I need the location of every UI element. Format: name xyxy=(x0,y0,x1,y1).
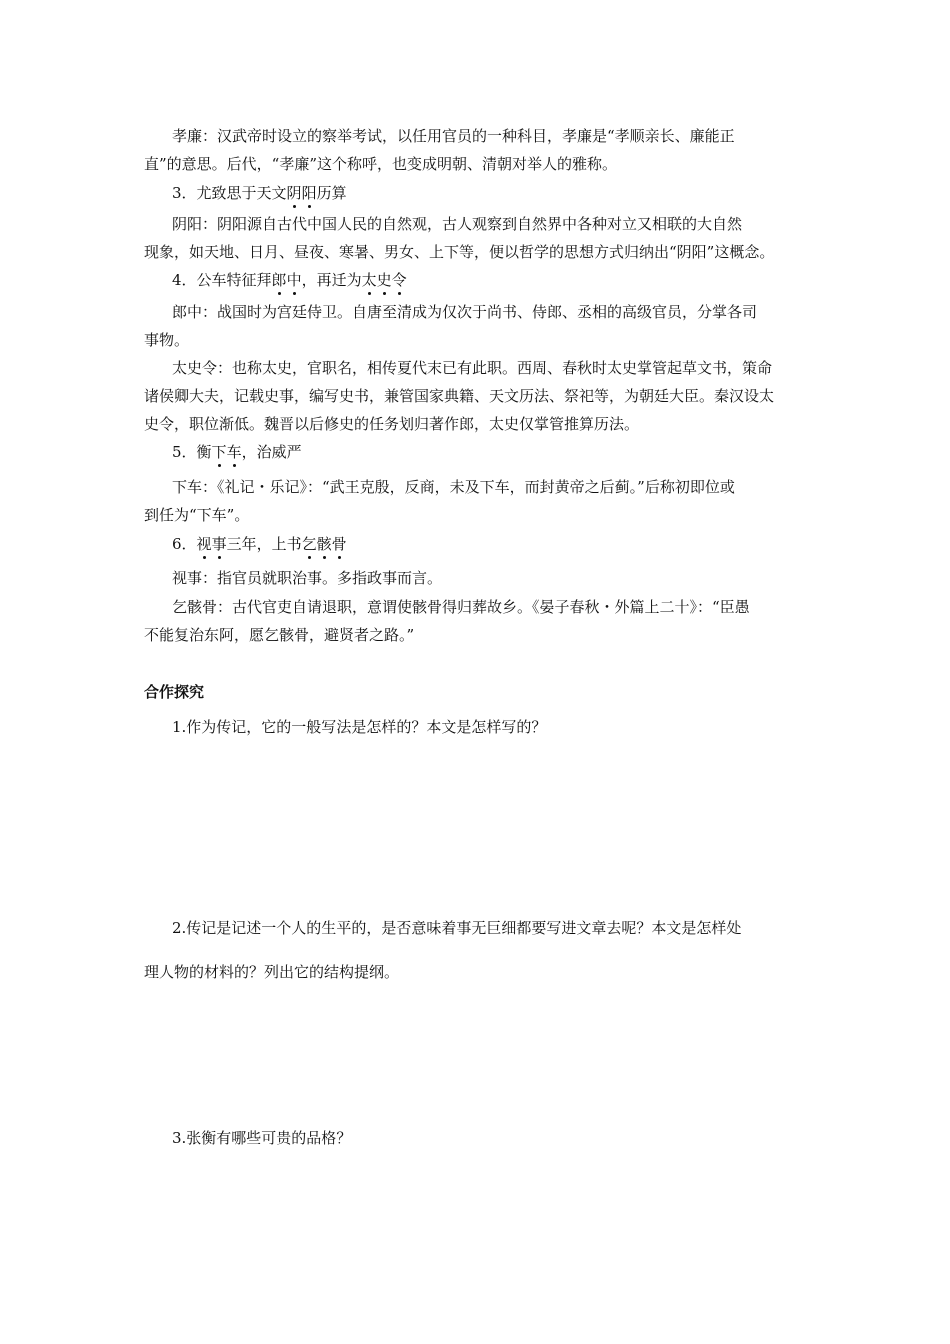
dotted-char: 中 xyxy=(286,271,302,289)
dotted-char: 视 xyxy=(196,535,212,553)
dotted-char: 太 xyxy=(361,271,377,289)
dotted-char: 阴 xyxy=(286,184,302,202)
note-yinyang-line1: 阴阳：阴阳源自古代中国人民的自然观，古人观察到自然界中各种对立又相联的大自然 xyxy=(172,215,743,233)
note-taishiling-line1: 太史令：也称太史，官职名，相传夏代末已有此职。西周、春秋时太史掌管起草文书，策命 xyxy=(172,359,773,377)
item-6-text: 三年，上书 xyxy=(226,535,302,553)
note-yinyang-line2: 现象，如天地、日月、昼夜、寒暑、男女、上下等，便以哲学的思想方式归纳出“阴阳”这概念。 xyxy=(144,243,775,261)
note-xiaolian-line1: 孝廉：汉武帝时设立的察举考试，以任用官员的一种科目，孝廉是“孝顺亲长、廉能正 xyxy=(172,127,735,145)
dotted-char: 郎 xyxy=(271,271,287,289)
note-taishiling-line3: 史令，职位渐低。魏晋以后修史的任务划归著作郎，太史仅掌管推算历法。 xyxy=(144,415,640,433)
dotted-char: 骨 xyxy=(331,535,347,553)
dotted-char: 骸 xyxy=(316,535,332,553)
dotted-char: 阳 xyxy=(301,184,317,202)
item-4-text: 4．公车特征拜 xyxy=(172,271,272,289)
item-5-text: ，治威严 xyxy=(241,443,302,461)
note-qihaigu-line2: 不能复治东阿，愿乞骸骨，避贤者之路。” xyxy=(144,626,415,644)
note-langzhong-line2: 事物。 xyxy=(144,331,190,349)
item-4 xyxy=(172,270,407,290)
item-6-text: 6． xyxy=(172,535,197,553)
item-5-text: 5．衡 xyxy=(172,443,212,461)
section-heading: 合作探究 xyxy=(144,683,205,701)
note-xiache-line2: 到任为“下车”。 xyxy=(144,506,250,524)
dotted-char: 史 xyxy=(376,271,392,289)
question-2-line1: 2.传记是记述一个人的生平的，是否意味着事无巨细都要写进文章去呢？本文是怎样处 xyxy=(172,919,742,937)
note-taishiling-line2: 诸侯卿大夫，记载史事，编写史书，兼管国家典籍、天文历法、祭祀等，为朝廷大臣。秦汉设太 xyxy=(144,387,775,405)
note-xiaolian-line2: 直”的意思。后代，“孝廉”这个称呼，也变成明朝、清朝对举人的雅称。 xyxy=(144,155,618,173)
question-2-line2: 理人物的材料的？列出它的结构提纲。 xyxy=(144,963,400,981)
dotted-char: 事 xyxy=(211,535,227,553)
item-4-text: ，再迁为 xyxy=(301,271,362,289)
question-1: 1.作为传记，它的一般写法是怎样的？本文是怎样写的？ xyxy=(172,718,547,736)
item-3 xyxy=(172,183,347,203)
item-3-text: 历算 xyxy=(316,184,347,202)
note-qihaigu-line1: 乞骸骨：古代官吏自请退职，意谓使骸骨得归葬故乡。《晏子春秋・外篇上二十》：“臣愚 xyxy=(172,598,750,616)
item-6 xyxy=(172,534,347,554)
item-3-text: 3．尤致思于天文 xyxy=(172,184,287,202)
note-langzhong-line1: 郎中：战国时为宫廷侍卫。自唐至清成为仅次于尚书、侍郎、丞相的高级官员，分掌各司 xyxy=(172,303,758,321)
item-5 xyxy=(172,442,302,462)
note-shishi: 视事：指官员就职治事。多指政事而言。 xyxy=(172,569,443,587)
note-xiache-line1: 下车：《礼记・乐记》：“武王克殷，反商，未及下车，而封黄帝之后蓟。”后称初即位或 xyxy=(172,478,735,496)
dotted-char: 乞 xyxy=(301,535,317,553)
dotted-char: 令 xyxy=(391,271,407,289)
dotted-char: 车 xyxy=(226,443,242,461)
dotted-char: 下 xyxy=(211,443,227,461)
question-3: 3.张衡有哪些可贵的品格？ xyxy=(172,1129,352,1147)
